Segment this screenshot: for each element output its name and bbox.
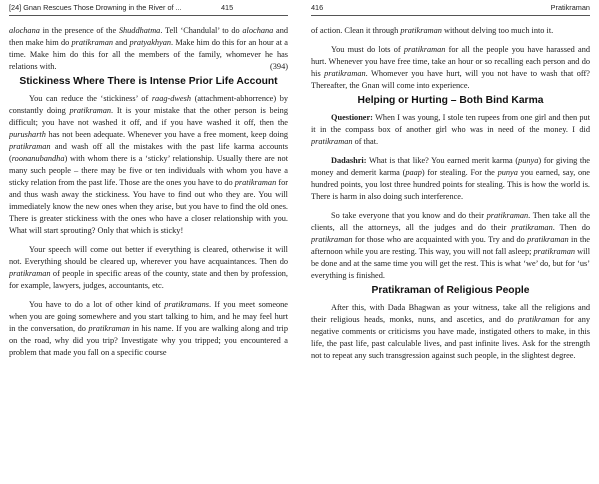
text-run: and wash off all the mistakes with the past life karma accounts ( [9,142,288,163]
left-header-rule [9,15,288,16]
italic-term: pratikraman [533,247,575,256]
italic-term: pratikramans [164,300,209,309]
text-run: Your speech will come out better if everything is cleared, otherwise it will not. Everything should be cleared up, wherever you have acquaintances. Then do [9,245,288,266]
italic-term: pratikraman [486,211,529,220]
text-run: in his name. If you are walking along and trip on the road, why did you trip? Investigate why you tripped; you encountered a problem that made you fall on a specific course [9,324,288,357]
paragraph-gap [9,237,288,244]
text-run: (attachment-abhorrence) by constantly doing [9,94,288,115]
italic-term: pratikraman [518,315,560,324]
italic-term: alochana [242,26,274,35]
text-run: So take everyone that you know and do their [331,211,487,220]
text-run: When I was young, I stole ten rupees from one girl and then put it in the compass box of another girl who was in need of the money. I did [311,113,590,134]
text-run: You have to do a lot of other kind of [29,300,165,309]
right-page-body [311,25,590,362]
italic-term: pratikraman [71,38,114,47]
text-run: After this, with Dada Bhagwan as your witness, take all the religions and their religious heads, monks, nuns, and ascetics, and do [311,303,590,324]
text-run: . If you meet someone when you are going somewhere and you start talking to him, and he may feel hurt in the conversation, do [9,300,288,333]
italic-term: paap [405,168,422,177]
paragraph [9,244,288,292]
paragraph [9,299,288,359]
italic-term: Shuddhatma [118,26,161,35]
text-run: in the presence of the [39,26,119,35]
paragraph [311,25,590,37]
italic-term: pratikraman [9,142,51,151]
italic-term: raag-dwesh [151,94,191,103]
text-run: you earned, say, one hundred points, you lost three hundred points for stealing. This is how the world is. There is harm in also doing such interference. [311,168,590,201]
paragraph [311,210,590,282]
text-run: without delving too much into it. [441,26,554,35]
paragraph [311,302,590,362]
text-run: of people in specific areas of the county, state and then by profession, for example, lawyers, judges, accountants, etc. [9,269,288,290]
text-run: . It is your mistake that the other person is being difficult; you have not washed it off, and if you have washed it off, then the [9,106,288,127]
italic-term: pratikraman [400,26,442,35]
text-run: in the afternoon while you are resting. This way, you will not fall asleep; [311,235,590,256]
text-run: . Whomever you have hurt, will you not have to wash that off? Thereafter, the Gnan will come into experience. [311,69,590,90]
paragraph-gap [311,148,590,155]
text-run: . Then do [552,223,590,232]
paragraph [9,25,288,73]
text-run: . Make him do this for an hour at a time. Make him do this for all the members of the family, whomever he has relations with. [9,38,288,71]
right-header-title: Pratikraman [550,3,590,12]
italic-term: pratikraman [403,45,446,54]
paragraph [311,155,590,203]
italic-term: punya [518,156,539,165]
text-run: ) with whom there is a ‘sticky’ relationship. Usually there are not many such people – there may be five or ten individuals with whom you have a sticky relation from the past life. Those are the ones you have to do [9,154,288,187]
italic-term: pratikraman [234,178,277,187]
left-page-body [9,25,288,359]
italic-term: pratikraman [511,223,553,232]
section-heading-block [311,92,590,112]
text-run: has not been adequate. Whenever you have a free moment, keep doing [45,130,288,139]
text-run: . Then take all the clients, all the attorneys, all the judges and do their [311,211,590,232]
speaker-label: Questioner: [331,113,373,122]
italic-term: purusharth [9,130,46,139]
text-run: ) for giving the money and demerit karma ( [311,156,590,177]
right-page-number: 416 [311,3,324,12]
paragraph-gap [311,203,590,210]
italic-term: punya [497,168,518,177]
text-run: for all the people you have harassed and hurt. Whenever you have free time, take an hour or so recalling each person and do his [311,45,590,78]
right-header-rule [311,15,590,16]
text-run: and then make him do [9,26,288,47]
left-header-title: [24] Gnan Rescues Those Drowning in the River of ... [9,3,182,12]
paragraph [311,112,590,148]
left-page [9,0,288,484]
italic-term: pratyakhyan [129,38,172,47]
italic-term: pratikraman [9,269,51,278]
text-run: . Tell ‘Chandulal’ to do [160,26,243,35]
italic-term: pratikraman [69,106,112,115]
text-run: You can reduce the ‘stickiness’ of [29,94,152,103]
right-running-header [311,3,590,15]
section-heading-block [311,282,590,302]
text-run: and [113,38,130,47]
text-run: will be done and at the same time you will get the rest. This is what ‘we’ do, but for ‘us’ everything is finished. [311,247,590,280]
italic-term: pratikraman [527,235,569,244]
italic-term: pratikraman [311,235,353,244]
text-run: What is that like? You earned merit karma ( [366,156,519,165]
text-run: for those who are acquainted with you. Try and do [352,235,528,244]
section-heading: Stickiness Where There is Intense Prior Life Account [19,76,278,87]
section-heading: Pratikraman of Religious People [371,285,530,296]
paragraph-gap [9,292,288,299]
italic-term: pratikraman [88,324,130,333]
paragraph-gap [311,37,590,44]
text-run: of action. Clean it through [311,26,401,35]
text-run: ) for stealing. For the [421,168,498,177]
speaker-label: Dadashri: [331,156,367,165]
reference-number: (394) [270,62,288,71]
text-run: for and thus wash away the stickiness. You have to find out who they are. You will immediately know the new ones when they arise, but you have to find the old ones. There is greater stickiness with the ones who have a closer relationship with you. What will start sprouting? Only that which is sticky! [9,178,288,235]
left-running-header [9,3,288,15]
text-run: for any negative comments or criticisms you have made, instigated others to make, in this life, the past life, past calculable lives, and past infinite lives. Ask for the strength not to repeat any such transgression against such people, in the slightest degree. [311,315,590,360]
paragraph [9,93,288,237]
left-page-number: 415 [221,3,234,12]
italic-term: alochana [9,26,40,35]
section-heading: Helping or Hurting – Both Bind Karma [357,95,544,106]
text-run: of that. [352,137,379,146]
italic-term: pratikraman [311,137,353,146]
italic-term: pratikraman [324,69,366,78]
text-run: You must do lots of [331,45,404,54]
right-page [311,0,590,484]
section-heading-block [9,73,288,93]
paragraph [311,44,590,92]
italic-term: roonanubandha [11,154,65,163]
